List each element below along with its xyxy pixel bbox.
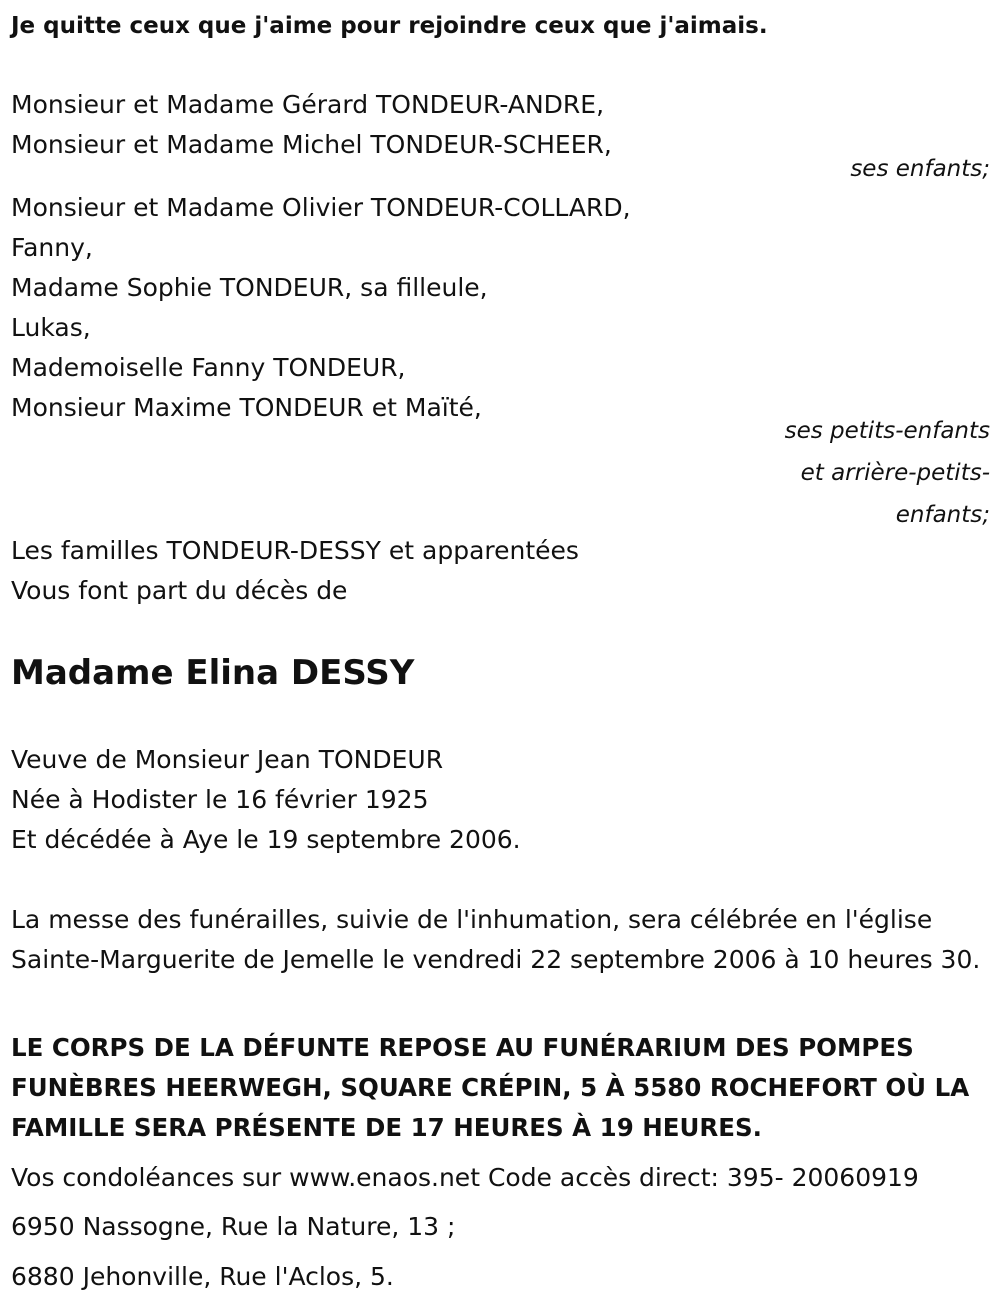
grandchild-name: Madame Sophie TONDEUR, sa filleule, xyxy=(11,273,488,302)
ceremony-paragraph: La messe des funérailles, suivie de l'inhumation, sera célébrée en l'église Sainte-Marguerite de Jemelle le vendredi 22 septembre 2006 à 10 heures 30. xyxy=(11,905,981,974)
grandchild-name: Monsieur et Madame Olivier TONDEUR-COLLARD, xyxy=(11,193,631,222)
child-name: Monsieur et Madame Michel TONDEUR-SCHEER, xyxy=(11,130,612,159)
families-line: Les familles TONDEUR-DESSY et apparentées xyxy=(11,536,579,565)
grandchildren-role-line: ses petits-enfants xyxy=(784,418,990,444)
epigraph: Je quitte ceux que j'aime pour rejoindre ceux que j'aimais. xyxy=(11,13,768,39)
address-line: 6880 Jehonville, Rue l'Aclos, 5. xyxy=(11,1262,394,1291)
detail-line: Veuve de Monsieur Jean TONDEUR xyxy=(11,745,444,774)
detail-line: Née à Hodister le 16 février 1925 xyxy=(11,785,429,814)
grandchildren-role xyxy=(785,410,990,536)
deceased-name: Madame Elina DESSY xyxy=(11,653,415,693)
children-role: ses enfants; xyxy=(850,156,990,182)
announce-line: Vous font part du décès de xyxy=(11,576,348,605)
grandchild-name: Mademoiselle Fanny TONDEUR, xyxy=(11,353,406,382)
address-line: 6950 Nassogne, Rue la Nature, 13 ; xyxy=(11,1212,456,1241)
grandchildren-role-line: et arrière-petits- xyxy=(800,460,990,486)
grandchild-name: Lukas, xyxy=(11,313,91,342)
condolences-line: Vos condoléances sur www.enaos.net Code accès direct: 395- 20060919 xyxy=(11,1163,919,1192)
detail-line: Et décédée à Aye le 19 septembre 2006. xyxy=(11,825,521,854)
grandchild-name: Fanny, xyxy=(11,233,93,262)
child-name: Monsieur et Madame Gérard TONDEUR-ANDRE, xyxy=(11,90,605,119)
grandchild-name: Monsieur Maxime TONDEUR et Maïté, xyxy=(11,393,482,422)
grandchildren-role-line: enfants; xyxy=(895,502,990,528)
funerarium-notice: LE CORPS DE LA DÉFUNTE REPOSE AU FUNÉRARIUM DES POMPES FUNÈBRES HEERWEGH, SQUARE CRÉPIN, 5 À 5580 ROCHEFORT OÙ LA FAMILLE SERA PRÉSENTE DE 17 HEURES À 19 HEURES. xyxy=(11,1033,970,1142)
